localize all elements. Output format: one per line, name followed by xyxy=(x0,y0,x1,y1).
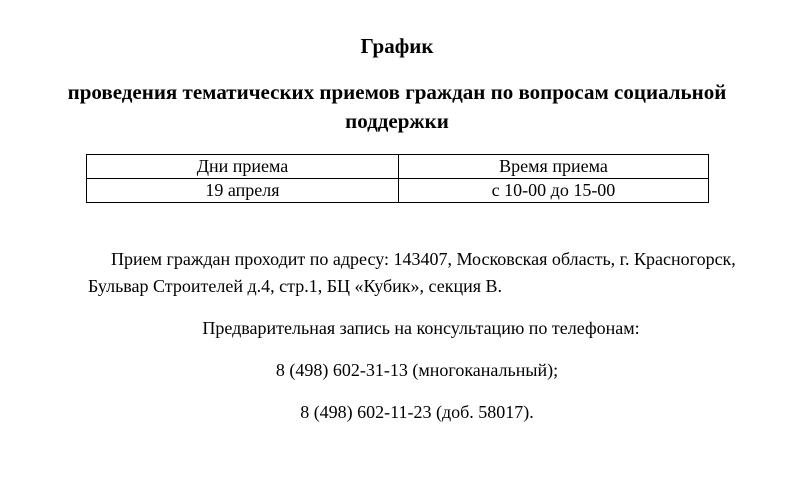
phone-line: 8 (498) 602-11-23 (доб. 58017). xyxy=(300,402,534,422)
document-title: График xyxy=(360,34,434,58)
phone-line: 8 (498) 602-31-13 (многоканальный); xyxy=(275,360,559,380)
table-cell-time: с 10-00 до 15-00 xyxy=(399,179,709,203)
address-paragraph: Прием граждан проходит по адресу: 143407, Московская область, г. Красногорск, Бульвар Строителей д.4, стр.1, БЦ «Кубик», секция В. xyxy=(88,249,736,296)
column-header-time: Время приема xyxy=(399,155,709,179)
table-cell-day: 19 апреля xyxy=(87,179,399,203)
schedule-table xyxy=(86,154,709,203)
column-header-days: Дни приема xyxy=(87,155,399,179)
document-subtitle: проведения тематических приемов граждан по вопросам социальной поддержки xyxy=(67,80,727,133)
table-header-row xyxy=(87,155,709,179)
table-row xyxy=(87,179,709,203)
booking-intro: Предварительная запись на консультацию по телефонам: xyxy=(202,318,640,338)
